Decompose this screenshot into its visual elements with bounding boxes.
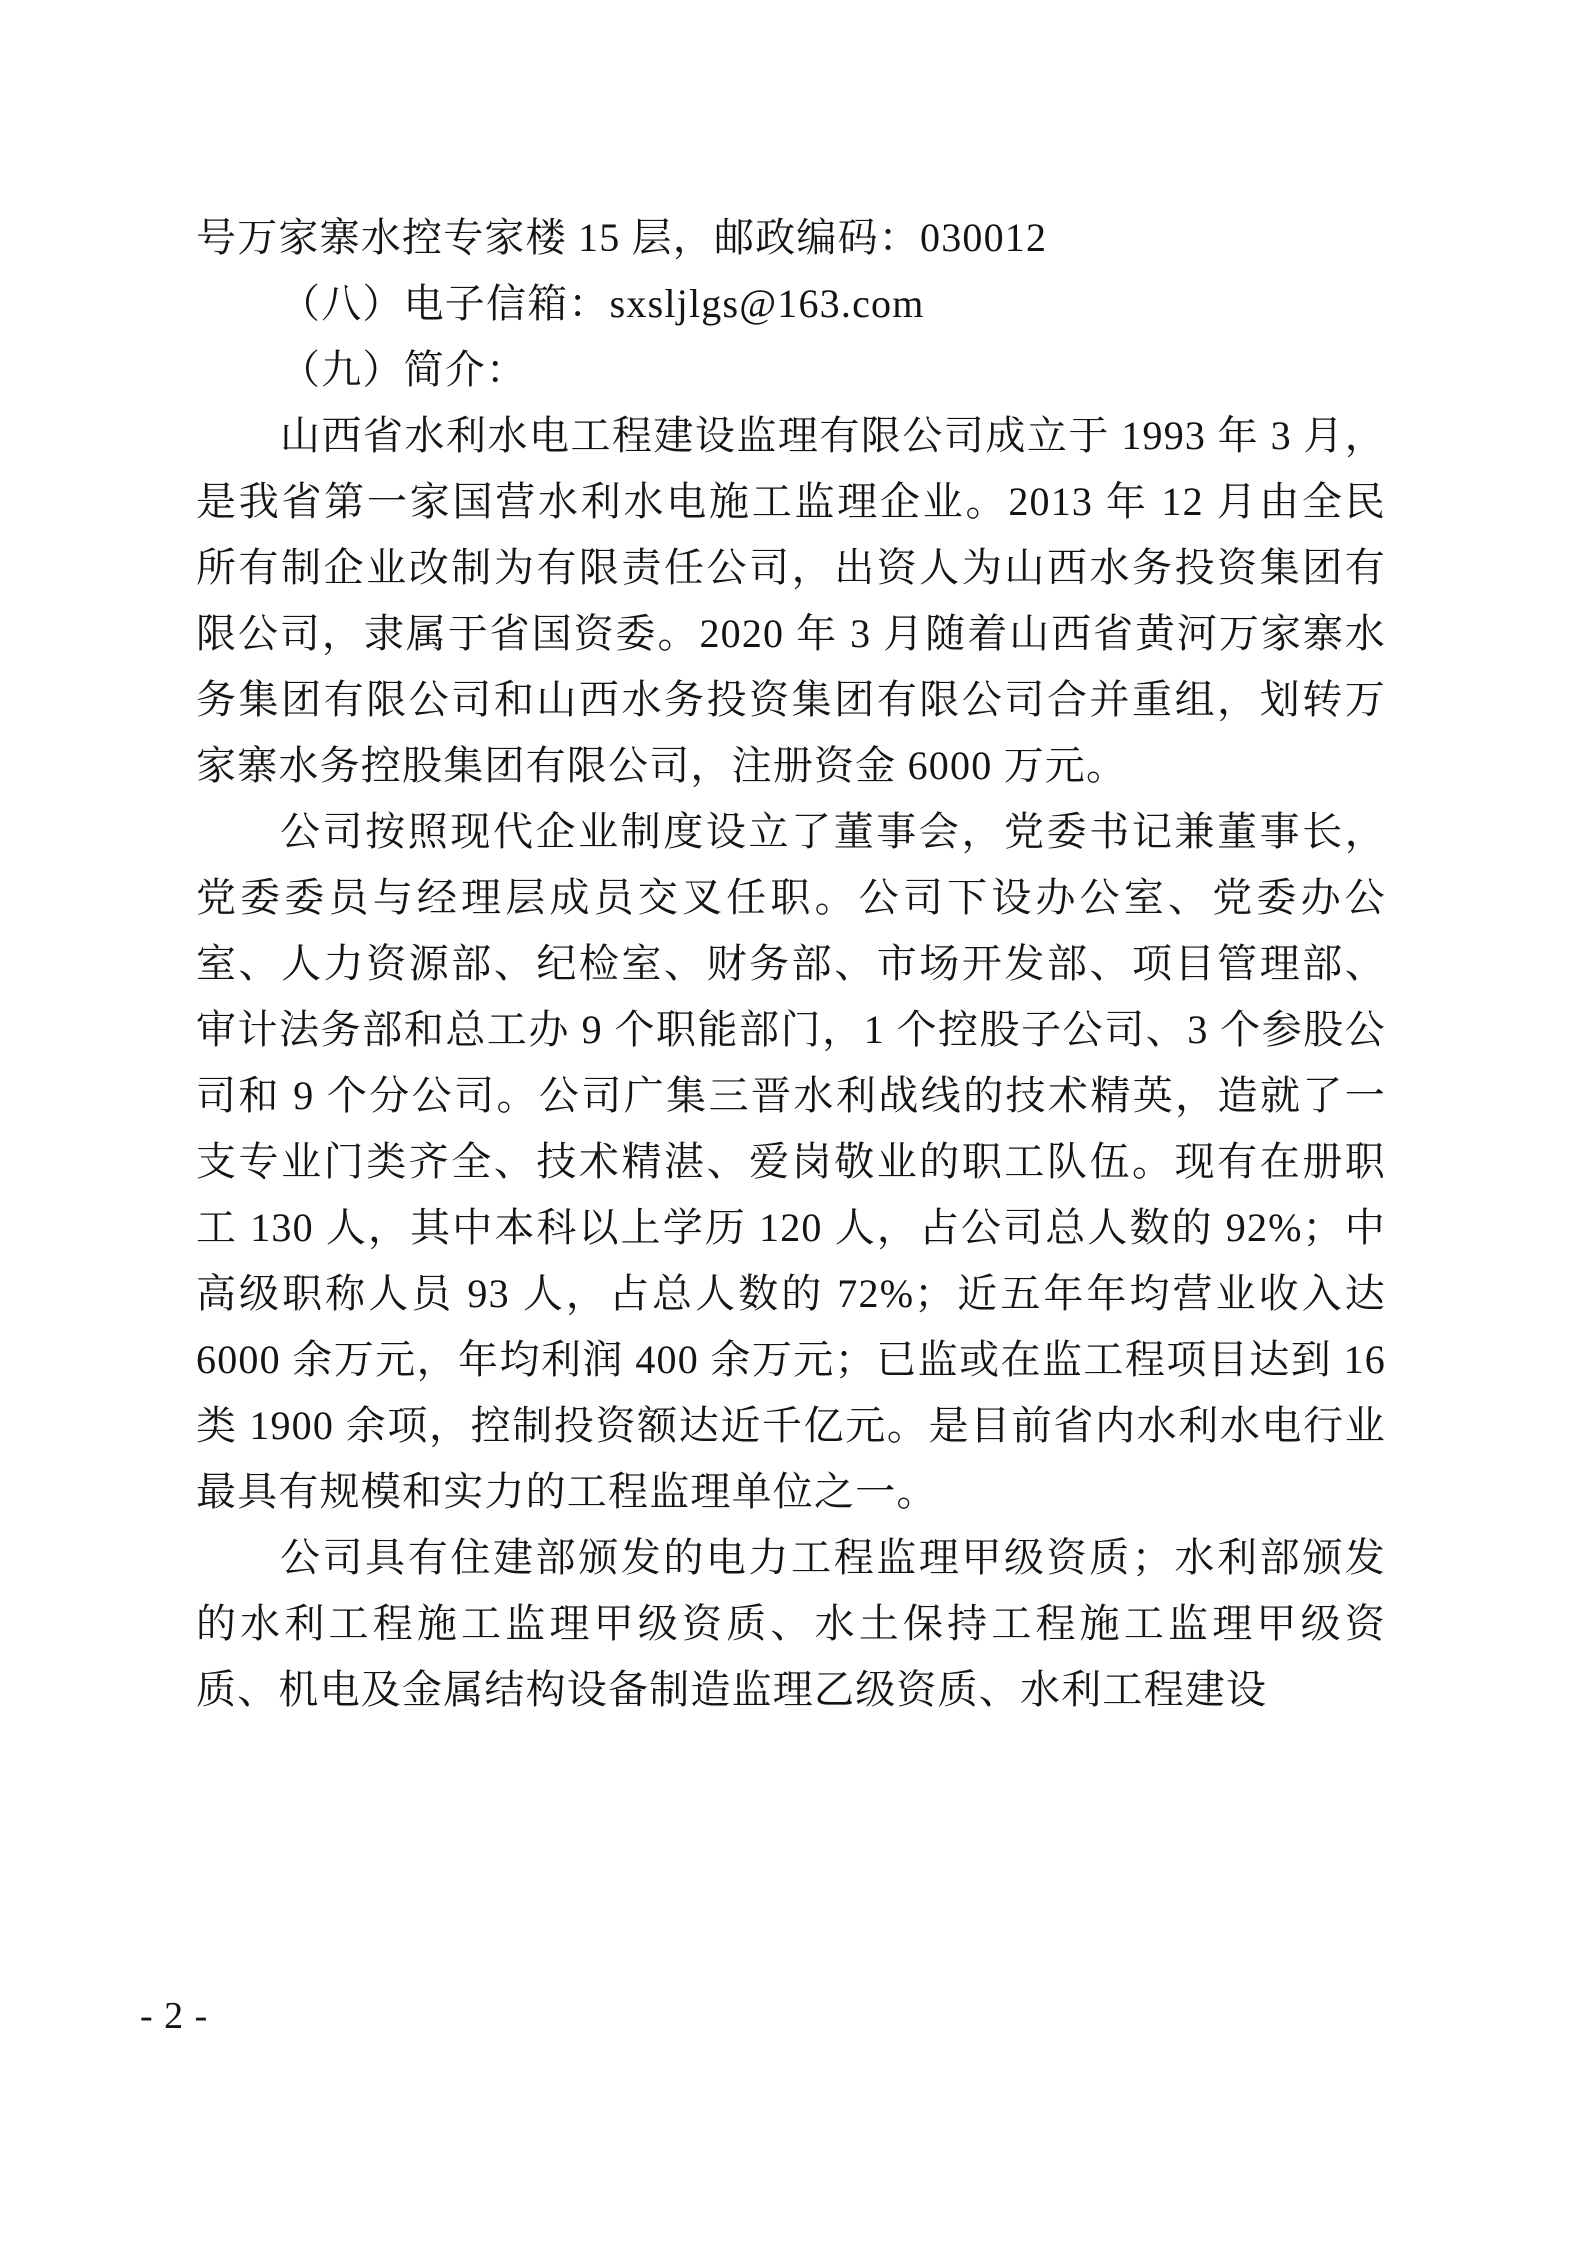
paragraph-company-history: 山西省水利水电工程建设监理有限公司成立于 1993 年 3 月，是我省第一家国营水利水电施工监理企业。2013 年 12 月由全民所有制企业改制为有限责任公司，出资人为山西水务投资集团有限公司，隶属于省国资委。2020 年 3 月随着山西省黄河万家寨水务集团有限公司和山西水务投资集团有限公司合并重组，划转万家寨水务控股集团有限公司，注册资金 6000 万元。 <box>196 413 1386 788</box>
paragraph-company-structure: 公司按照现代企业制度设立了董事会，党委书记兼董事长，党委委员与经理层成员交叉任职。公司下设办公室、党委办公室、人力资源部、纪检室、财务部、市场开发部、项目管理部、审计法务部和总工办 9 个职能部门，1 个控股子公司、3 个参股公司和 9 个分公司。公司广集三晋水利战线的技术精英，造就了一支专业门类齐全、技术精湛、爱岗敬业的职工队伍。现有在册职工 130 人，其中本科以上学历 120 人，占公司总人数的 92%；中高级职称人员 93 人，占总人数的 72%；近五年年均营业收入达 6000 余万元，年均利润 400 余万元；已监或在监工程项目达到 16 类 1900 余项，控制投资额达近千亿元。是目前省内水利水电行业最具有规模和实力的工程监理单位之一。 <box>196 809 1386 1514</box>
paragraph-address-line: 号万家寨水控专家楼 15 层，邮政编码：030012 <box>196 215 1048 260</box>
document-body <box>196 205 1386 1723</box>
paragraph-intro-heading: （九）简介： <box>280 347 528 392</box>
page-number: - 2 - <box>140 1995 209 2037</box>
paragraph-company-qualifications: 公司具有住建部颁发的电力工程监理甲级资质；水利部颁发的水利工程施工监理甲级资质、水土保持工程施工监理甲级资质、机电及金属结构设备制造监理乙级资质、水利工程建设 <box>196 1535 1386 1712</box>
paragraph-email-line: （八）电子信箱：sxsljlgs@163.com <box>280 281 925 326</box>
